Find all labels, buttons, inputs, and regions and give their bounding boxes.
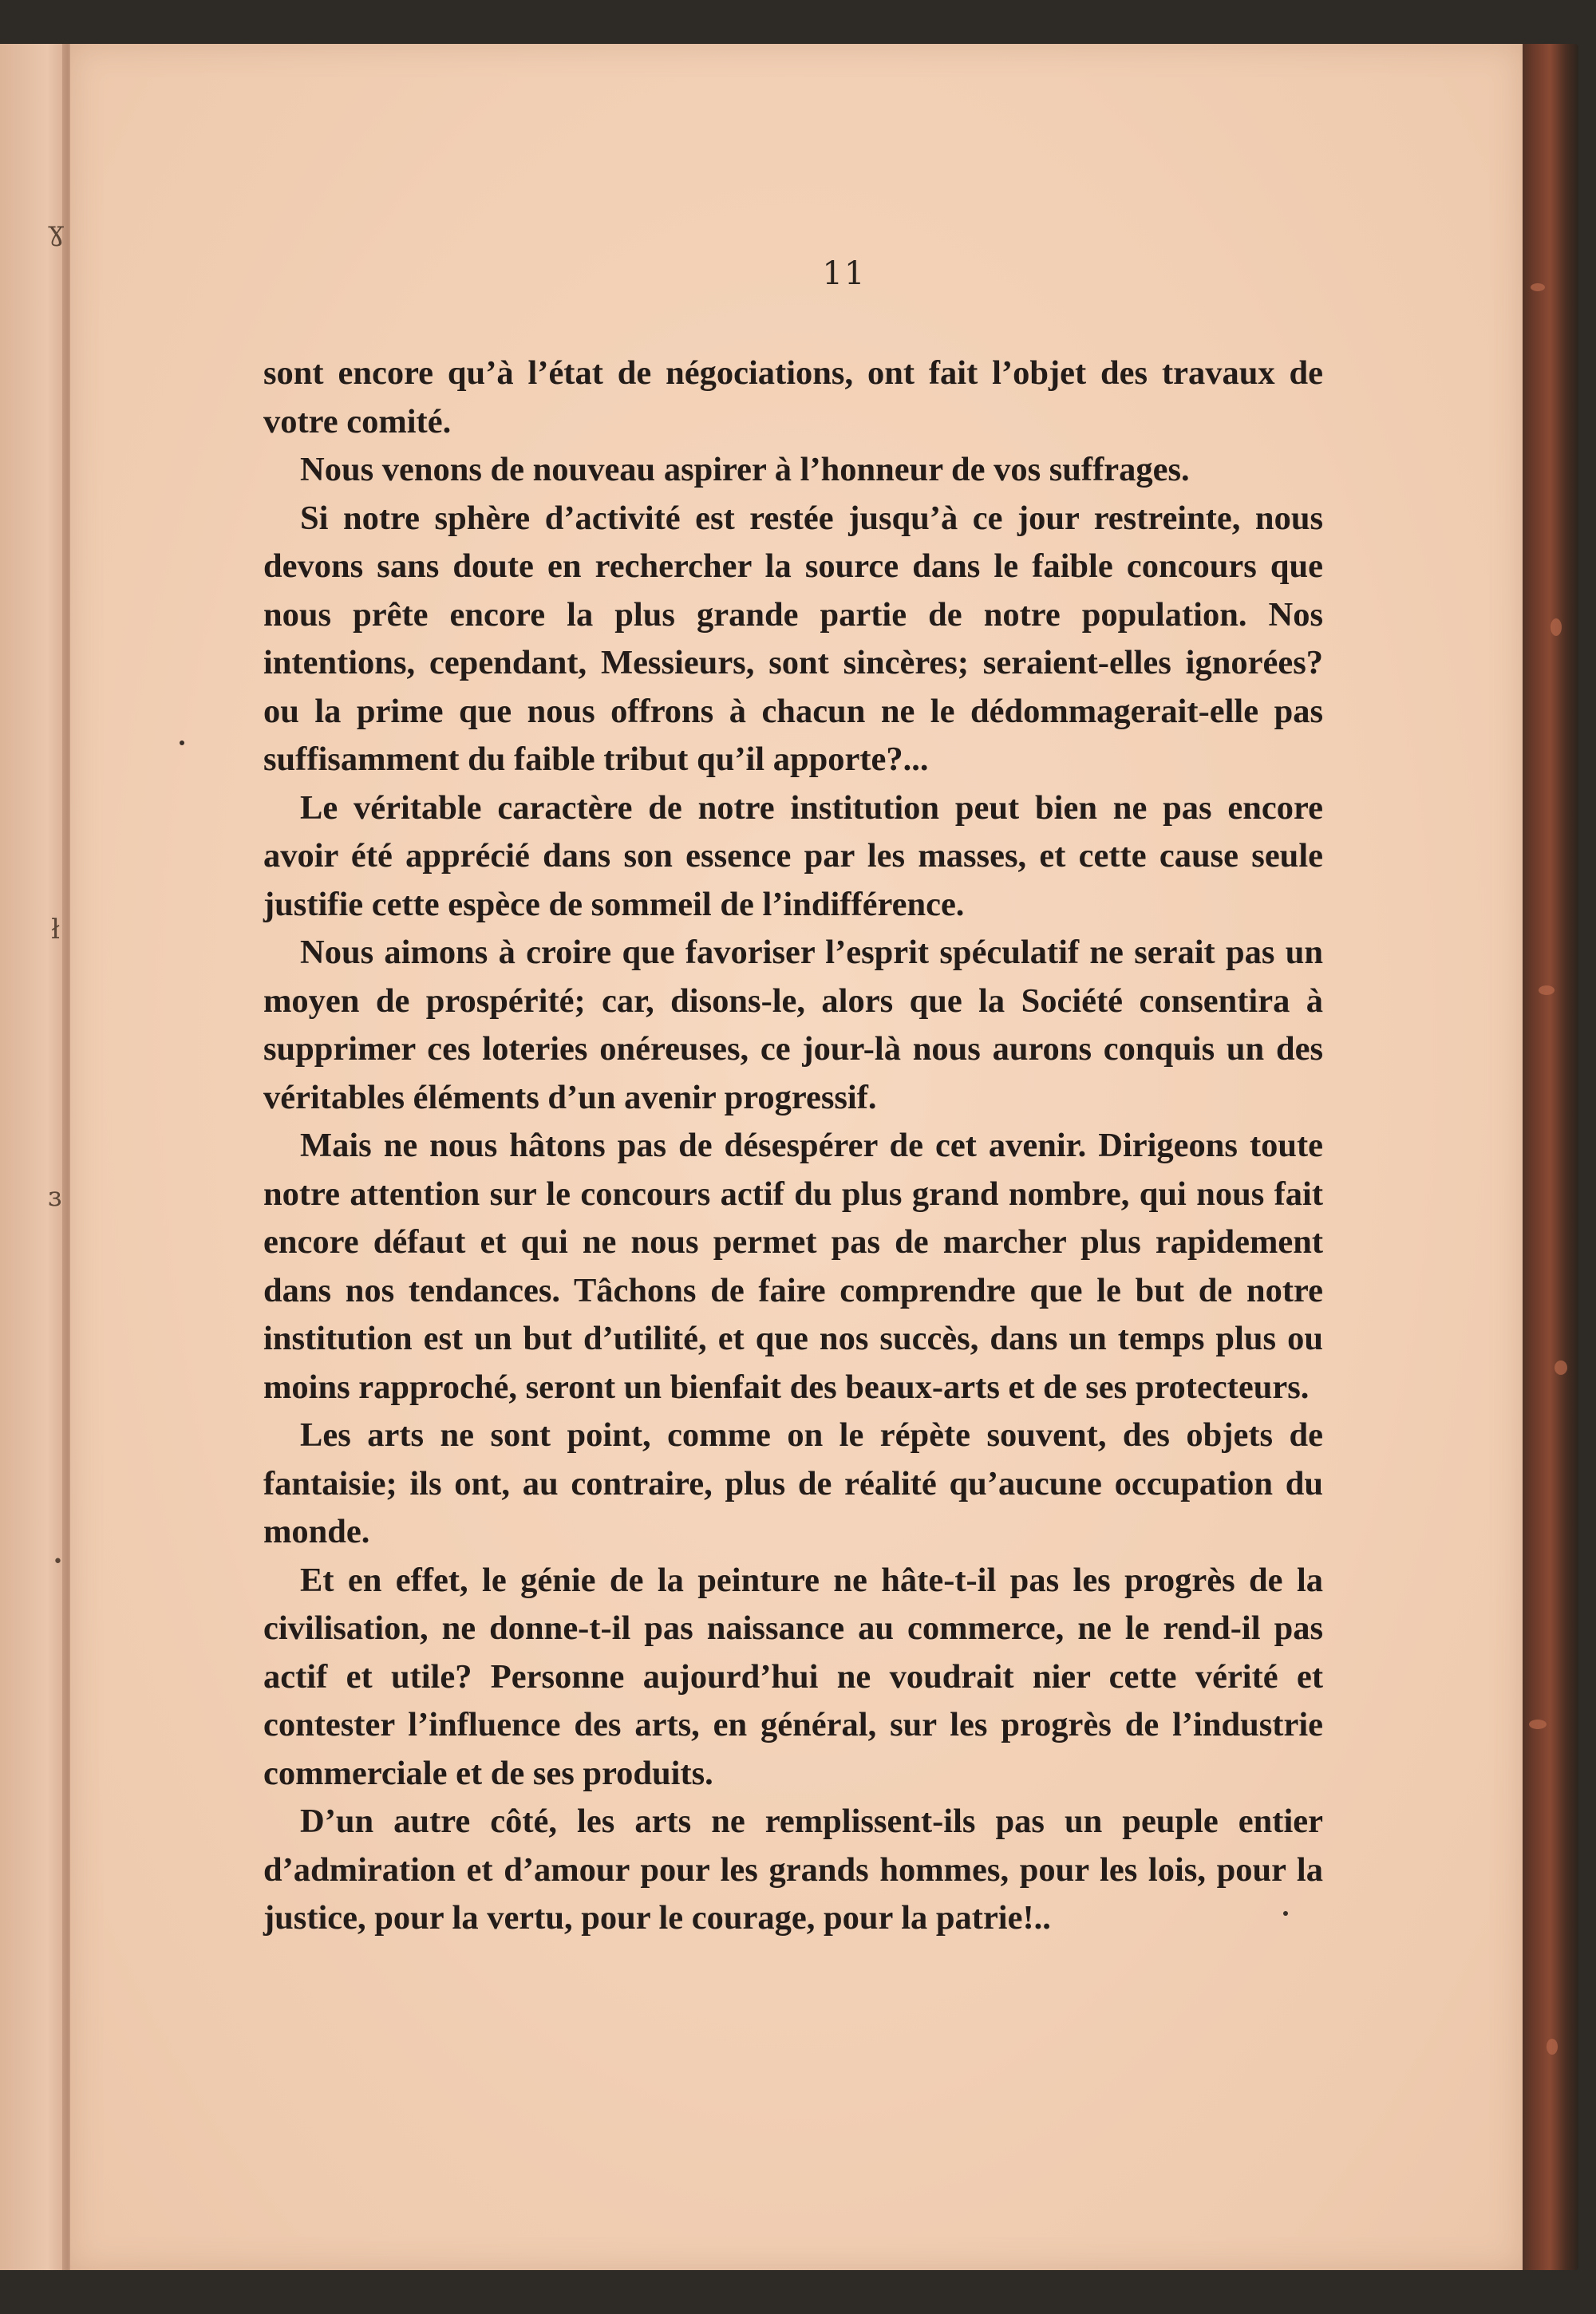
paragraph: Les arts ne sont point, comme on le répète souvent, des objets de fantaisie; ils ont, au contraire, plus de réalité qu’aucune occupation du monde. [263, 1416, 1323, 1550]
paragraph: Le véritable caractère de notre institution peut bien ne pas encore avoir été apprécié dans son essence par les masses, et cette cause seule justifie cette espèce de sommeil de l’indifférence. [263, 788, 1323, 923]
page-number: 11 [822, 255, 867, 292]
paragraph: Si notre sphère d’activité est restée jusqu’à ce jour restreinte, nous devons sans doute en rechercher la source dans le faible concours que nous prête encore la plus grande partie de notre population. Nos intentions, cependant, Messieurs, sont sincères; seraient-elles ignorées? ou la prime que nous offrons à chacun ne le dédommagerait-elle pas suffisamment du faible tribut qu’il apporte?... [263, 499, 1323, 778]
body-text [263, 349, 1323, 1943]
paragraph: sont encore qu’à l’état de négociations, ont fait l’objet des travaux de votre comité. [263, 354, 1323, 440]
paragraph: Et en effet, le génie de la peinture ne hâte-t-il pas les progrès de la civilisation, ne donne-t-il pas naissance au commerce, ne le rend-il pas actif et utile? Personne aujourd’hui ne voudrait nier cette vérité et contester l’influence des arts, en général, sur les progrès de l’industrie commerciale et de ses produits. [263, 1561, 1323, 1792]
book-cover-edge [1515, 44, 1578, 2270]
paragraph: Nous venons de nouveau aspirer à l’honneur de vos suffrages. [300, 451, 1190, 488]
binding-stitch-mark: ł [51, 914, 61, 946]
binding-stitch-mark: ɣ [48, 215, 65, 247]
paragraph: Mais ne nous hâtons pas de désespérer de cet avenir. Dirigeons toute notre attention sur le concours actif du plus grand nombre, qui nous fait encore défaut et qui ne nous permet pas de marcher plus rapidement dans nos tendances. Tâchons de faire comprendre que le but de notre institution est un but d’utilité, et que nos succès, dans un temps plus ou moins rapproché, seront un bienfait des beaux-arts et de ses protecteurs. [263, 1127, 1323, 1406]
binding-stitch-mark: • [53, 1552, 63, 1572]
binding-stitch-mark: ɜ [48, 1181, 62, 1213]
facing-page-edge [0, 44, 68, 2270]
ink-speck [180, 740, 184, 745]
paragraph: D’un autre côté, les arts ne remplissent-ils pas un peuple entier d’admiration et d’amour pour les grands hommes, pour les lois, pour la justice, pour la vertu, pour le courage, pour la patrie!.. [263, 1803, 1323, 1937]
paragraph: Nous aimons à croire que favoriser l’esprit spéculatif ne serait pas un moyen de prospérité; car, disons-le, alors que la Société consentira à supprimer ces loteries onéreuses, ce jour-là nous aurons conquis un des véritables éléments d’un avenir progressif. [263, 934, 1323, 1116]
page-sheet [48, 44, 1523, 2270]
